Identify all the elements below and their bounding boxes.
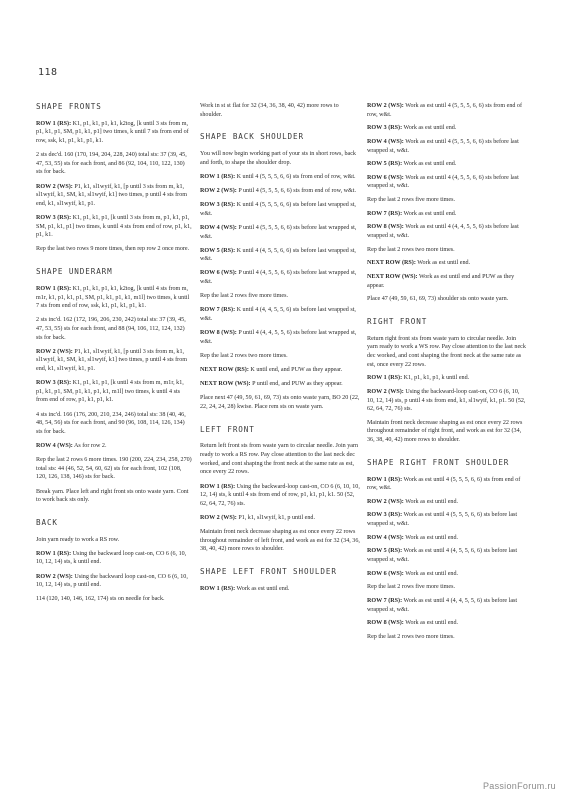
instruction-paragraph: ROW 3 (RS): K1, p1, k1, p1, [k until 4 sts from m, m1r, k1, p1, k1, p1, SM, p1, k1, p1, k1, m1l] two times, k until 4 sts from end of row, p1, k1, p1, k1.	[36, 380, 184, 404]
instruction-paragraph: 2 sts inc'd. 162 (172, 196, 206, 230, 242) total sts: 37 (39, 45, 47, 53, 55) sts for each front, and 88 (94, 106, 112, 124, 132) sts for back.	[36, 317, 186, 341]
instruction-paragraph: ROW 4 (WS): As for row 2.	[36, 443, 107, 449]
section-heading: SHAPE UNDERARM	[36, 267, 113, 277]
instruction-paragraph: ROW 4 (WS): P until 4 (5, 5, 5, 6, 6) sts before last wrapped st, w&t.	[200, 224, 357, 240]
instruction-paragraph: Rep the last 2 rows five more times.	[367, 197, 456, 204]
instruction-paragraph: ROW 3 (RS): Work as est until 4 (5, 5, 5, 6, 6) sts before last wrapped st, w&t.	[367, 512, 518, 528]
instruction-paragraph: ROW 6 (WS): P until 4 (4, 5, 5, 6, 6) sts before last wrapped st, w&t.	[200, 270, 357, 286]
instruction-paragraph: ROW 6 (WS): Work as est until 4 (4, 5, 5, 6, 6) sts before last wrapped st, w&t.	[367, 174, 519, 190]
instruction-paragraph: ROW 2 (WS): P1, k1, sl1wyif, k1, p until end.	[200, 514, 316, 521]
instruction-paragraph: ROW 7 (RS): Work as est until 4 (4, 4, 5, 5, 6) sts before last wrapped st, w&t.	[367, 597, 518, 613]
instruction-paragraph: Rep the last 2 rows two more times.	[367, 246, 455, 253]
instruction-paragraph: 114 (120, 140, 146, 162, 174) sts on needle for back.	[36, 596, 165, 603]
instruction-paragraph: ROW 6 (WS): Work as est until end.	[367, 570, 459, 577]
instruction-paragraph: ROW 1 (RS): K until 4 (5, 5, 5, 6, 6) sts from end of row, w&t.	[200, 173, 356, 180]
section	[367, 458, 527, 642]
column-2	[200, 102, 360, 606]
section	[200, 102, 360, 119]
section-heading: RIGHT FRONT	[367, 316, 428, 326]
instruction-paragraph: Place 47 (49, 59, 61, 69, 73) shoulder sts onto waste yarn.	[367, 296, 509, 303]
instruction-paragraph: ROW 8 (WS): Work as est until end.	[367, 620, 459, 627]
instruction-paragraph: Break yarn. Place left and right front sts onto waste yarn. Cont to work back sts only.	[36, 488, 189, 504]
instruction-paragraph: ROW 7 (RS): Work as est until end.	[367, 210, 457, 217]
instruction-paragraph: Join yarn ready to work a RS row.	[36, 536, 120, 543]
instruction-paragraph: ROW 1 (RS): Work as est until 4 (5, 5, 5, 6, 6) sts from end of row, w&t.	[367, 476, 521, 492]
instruction-paragraph: Rep the last two rows 9 more times, then rep row 2 once more.	[36, 246, 190, 253]
instruction-paragraph: NEXT ROW (WS): Work as est until end and PUW as they appear.	[367, 273, 515, 289]
section-heading: LEFT FRONT	[200, 424, 255, 434]
section	[36, 267, 192, 505]
instruction-paragraph: Rep the last 2 rows five more times.	[367, 584, 456, 591]
instruction-paragraph: ROW 2 (WS): P1, k1, sl1wyif, k1, [p until 3 sts from m, k1, sl1wyif, k1, SM, k1, sl1wyif, k1] two times, p until 4 sts from end, k1, sl1wyif, k1, p1.	[36, 348, 187, 373]
instruction-paragraph: ROW 1 (RS): K1, p1, k1, p1, k until end.	[367, 375, 470, 382]
instruction-paragraph: Rep the last 2 rows two more times.	[367, 633, 455, 640]
section	[200, 425, 360, 554]
instruction-paragraph: ROW 3 (RS): Work as est until end.	[367, 125, 457, 132]
watermark: PassionForum.ru	[482, 781, 556, 791]
instruction-paragraph: ROW 3 (RS): K1, p1, k1, p1, [k until 3 sts from m, p1, k1, p1, SM, p1, k1, p1] two times, k until 4 sts from end of row, p1, k1, p1, k1.	[36, 215, 192, 239]
instruction-paragraph: Work in st st flat for 32 (34, 36, 38, 40, 42) more rows to shoulder.	[200, 103, 339, 118]
instruction-paragraph: ROW 5 (RS): Work as est until end.	[367, 161, 457, 168]
instruction-paragraph: Rep the last 2 rows two more times.	[200, 352, 288, 359]
instruction-paragraph: ROW 8 (WS): Work as est until 4 (4, 4, 5, 5, 6) sts before last wrapped st, w&t.	[367, 224, 519, 240]
instruction-paragraph: ROW 2 (WS): P until 4 (5, 5, 5, 6, 6) sts from end of row, w&t.	[200, 187, 357, 194]
instruction-paragraph: NEXT ROW (WS): P until end, and PUW as they appear.	[200, 381, 343, 388]
page-number: 118	[38, 67, 58, 78]
instruction-paragraph: ROW 8 (WS): P until 4 (4, 4, 5, 5, 6) sts before last wrapped st, w&t.	[200, 330, 357, 345]
section-heading: BACK	[36, 517, 58, 527]
instruction-paragraph: Rep the last 2 rows five more times.	[200, 293, 289, 300]
section	[36, 102, 192, 254]
instruction-paragraph: ROW 7 (RS): K until 4 (4, 4, 5, 5, 6) sts before last wrapped st, w&t.	[200, 307, 356, 323]
instruction-paragraph: ROW 2 (WS): Using the backward loop cast-on, CO 6 (6, 10, 10, 12, 14) sts, p until end.	[36, 573, 188, 589]
instruction-paragraph: ROW 1 (RS): Using the backward loop cast-on, CO 6 (6, 10, 10, 12, 14) sts, k until end.	[36, 550, 187, 566]
instruction-paragraph: 4 sts inc'd. 166 (176, 200, 210, 234, 246) total sts: 38 (40, 46, 48, 54, 56) sts for each front, and 90 (96, 108, 114, 126, 134) sts for back.	[36, 411, 186, 435]
instruction-paragraph: ROW 1 (RS): Using the backward-loop cast-on, CO 6 (6, 10, 10, 12, 14) sts, k until 4 sts from end of row, p1, k1, p1, k1. 50 (52, 62, 64, 72, 76) sts.	[200, 483, 360, 507]
instruction-paragraph: ROW 1 (RS): Work as est until end.	[200, 585, 290, 592]
instruction-paragraph: ROW 5 (RS): K until 4 (4, 5, 5, 6, 6) sts before last wrapped st, w&t.	[200, 247, 356, 263]
instruction-paragraph: Place next 47 (49, 59, 61, 69, 73) sts onto waste yarn, BO 20 (22, 22, 24, 24, 28) kwise. Place rem sts on waste yarn.	[200, 395, 360, 411]
instruction-paragraph: ROW 2 (WS): Work as est until end.	[367, 498, 459, 505]
instruction-paragraph: ROW 2 (WS): P1, k1, sl1wyif, k1, [p until 3 sts from m, k1, sl1wyif, k1, SM, k1, sl1wyif, k1] two times, p until 4 sts from end, k1, sl1wyif, k1, p1.	[36, 183, 187, 207]
section	[36, 518, 192, 604]
instruction-paragraph: ROW 2 (WS): Using the backward-loop cast-on, CO 6 (6, 10, 10, 12, 14) sts, p until 4 sts from end, k1, sl1wyif, k1, p1. 50 (52, 62, 64, 72, 76) sts.	[367, 388, 526, 413]
section	[200, 132, 360, 411]
instruction-paragraph: ROW 5 (RS): Work as est until 4 (4, 5, 5, 6, 6) sts before last wrapped st, w&t.	[367, 548, 518, 563]
section-heading: SHAPE RIGHT FRONT SHOULDER	[367, 457, 510, 467]
instruction-paragraph: NEXT ROW (RS): K until end, and PUW as they appear.	[200, 367, 343, 374]
section	[367, 102, 527, 304]
section	[367, 317, 527, 445]
instruction-paragraph: ROW 4 (WS): Work as est until end.	[367, 534, 459, 541]
section-heading: SHAPE FRONTS	[36, 102, 102, 111]
instruction-paragraph: Maintain front neck decrease shaping as est once every 22 rows throughout remainder of right front, and work as est for 32 (34, 36, 38, 40, 42) more rows to shoulder.	[367, 419, 523, 444]
instruction-paragraph: Maintain front neck decrease shaping as est once every 22 rows throughout remainder of left front, and work as est for 32 (34, 36, 38, 40, 42) more rows to shoulder.	[200, 529, 360, 553]
column-1	[36, 102, 192, 617]
section-heading: SHAPE LEFT FRONT SHOULDER	[200, 566, 337, 576]
section	[200, 567, 360, 593]
instruction-paragraph: Rep the last 2 rows 6 more times. 190 (200, 224, 234, 258, 270) total sts: 44 (46, 52, 54, 60, 62) sts for each front, 102 (108, 120, 126, 138, 146) sts for back.	[36, 457, 192, 481]
instruction-paragraph: ROW 1 (RS): K1, p1, k1, p1, k1, k2tog, [k until 3 sts from m, p1, k1, p1, SM, p1, k1, p1] two times, k until 7 sts from end of row, ssk, k1, p1, k1, p1, k1.	[36, 120, 189, 145]
instruction-paragraph: ROW 1 (RS): K1, p1, k1, p1, k1, k2tog, [k until 4 sts from m, m1r, k1, p1, k1, p1, SM, p1, k1, p1, k1, m1l] two times, k until 7 sts from end of row, ssk, k1, p1, k1, p1, k1.	[36, 285, 190, 310]
instruction-paragraph: ROW 2 (WS): Work as est until 4 (5, 5, 5, 6, 6) sts from end of row, w&t.	[367, 103, 523, 118]
instruction-paragraph: You will now begin working part of your sts in short rows, back and forth, to shape the shoulder drop.	[200, 151, 356, 166]
instruction-paragraph: Return right front sts from waste yarn to circular needle. Join yarn ready to work a WS row. Pay close attention to the last neck dec worked, and cont shaping the front neck at the same rate as est, once every 22 rows.	[367, 335, 526, 368]
instruction-paragraph: ROW 3 (RS): K until 4 (5, 5, 5, 6, 6) sts before last wrapped st, w&t.	[200, 202, 356, 217]
instruction-paragraph: 2 sts dec'd. 160 (170, 194, 204, 228, 240) total sts: 37 (39, 45, 47, 53, 55) sts for each front, and 86 (92, 104, 110, 122, 130) sts for back.	[36, 152, 187, 176]
instruction-paragraph: ROW 4 (WS): Work as est until 4 (5, 5, 5, 6, 6) sts before last wrapped st, w&t.	[367, 138, 519, 154]
instruction-paragraph: NEXT ROW (RS): Work as est until end.	[367, 260, 471, 267]
instruction-paragraph: Return left front sts from waste yarn to circular needle. Join yarn ready to work a RS row. Pay close attention to the last neck dec worked, and cont shaping the front neck at the same rate as est, once every 22 rows.	[200, 443, 359, 476]
column-3	[367, 102, 527, 654]
section-heading: SHAPE BACK SHOULDER	[200, 132, 304, 142]
